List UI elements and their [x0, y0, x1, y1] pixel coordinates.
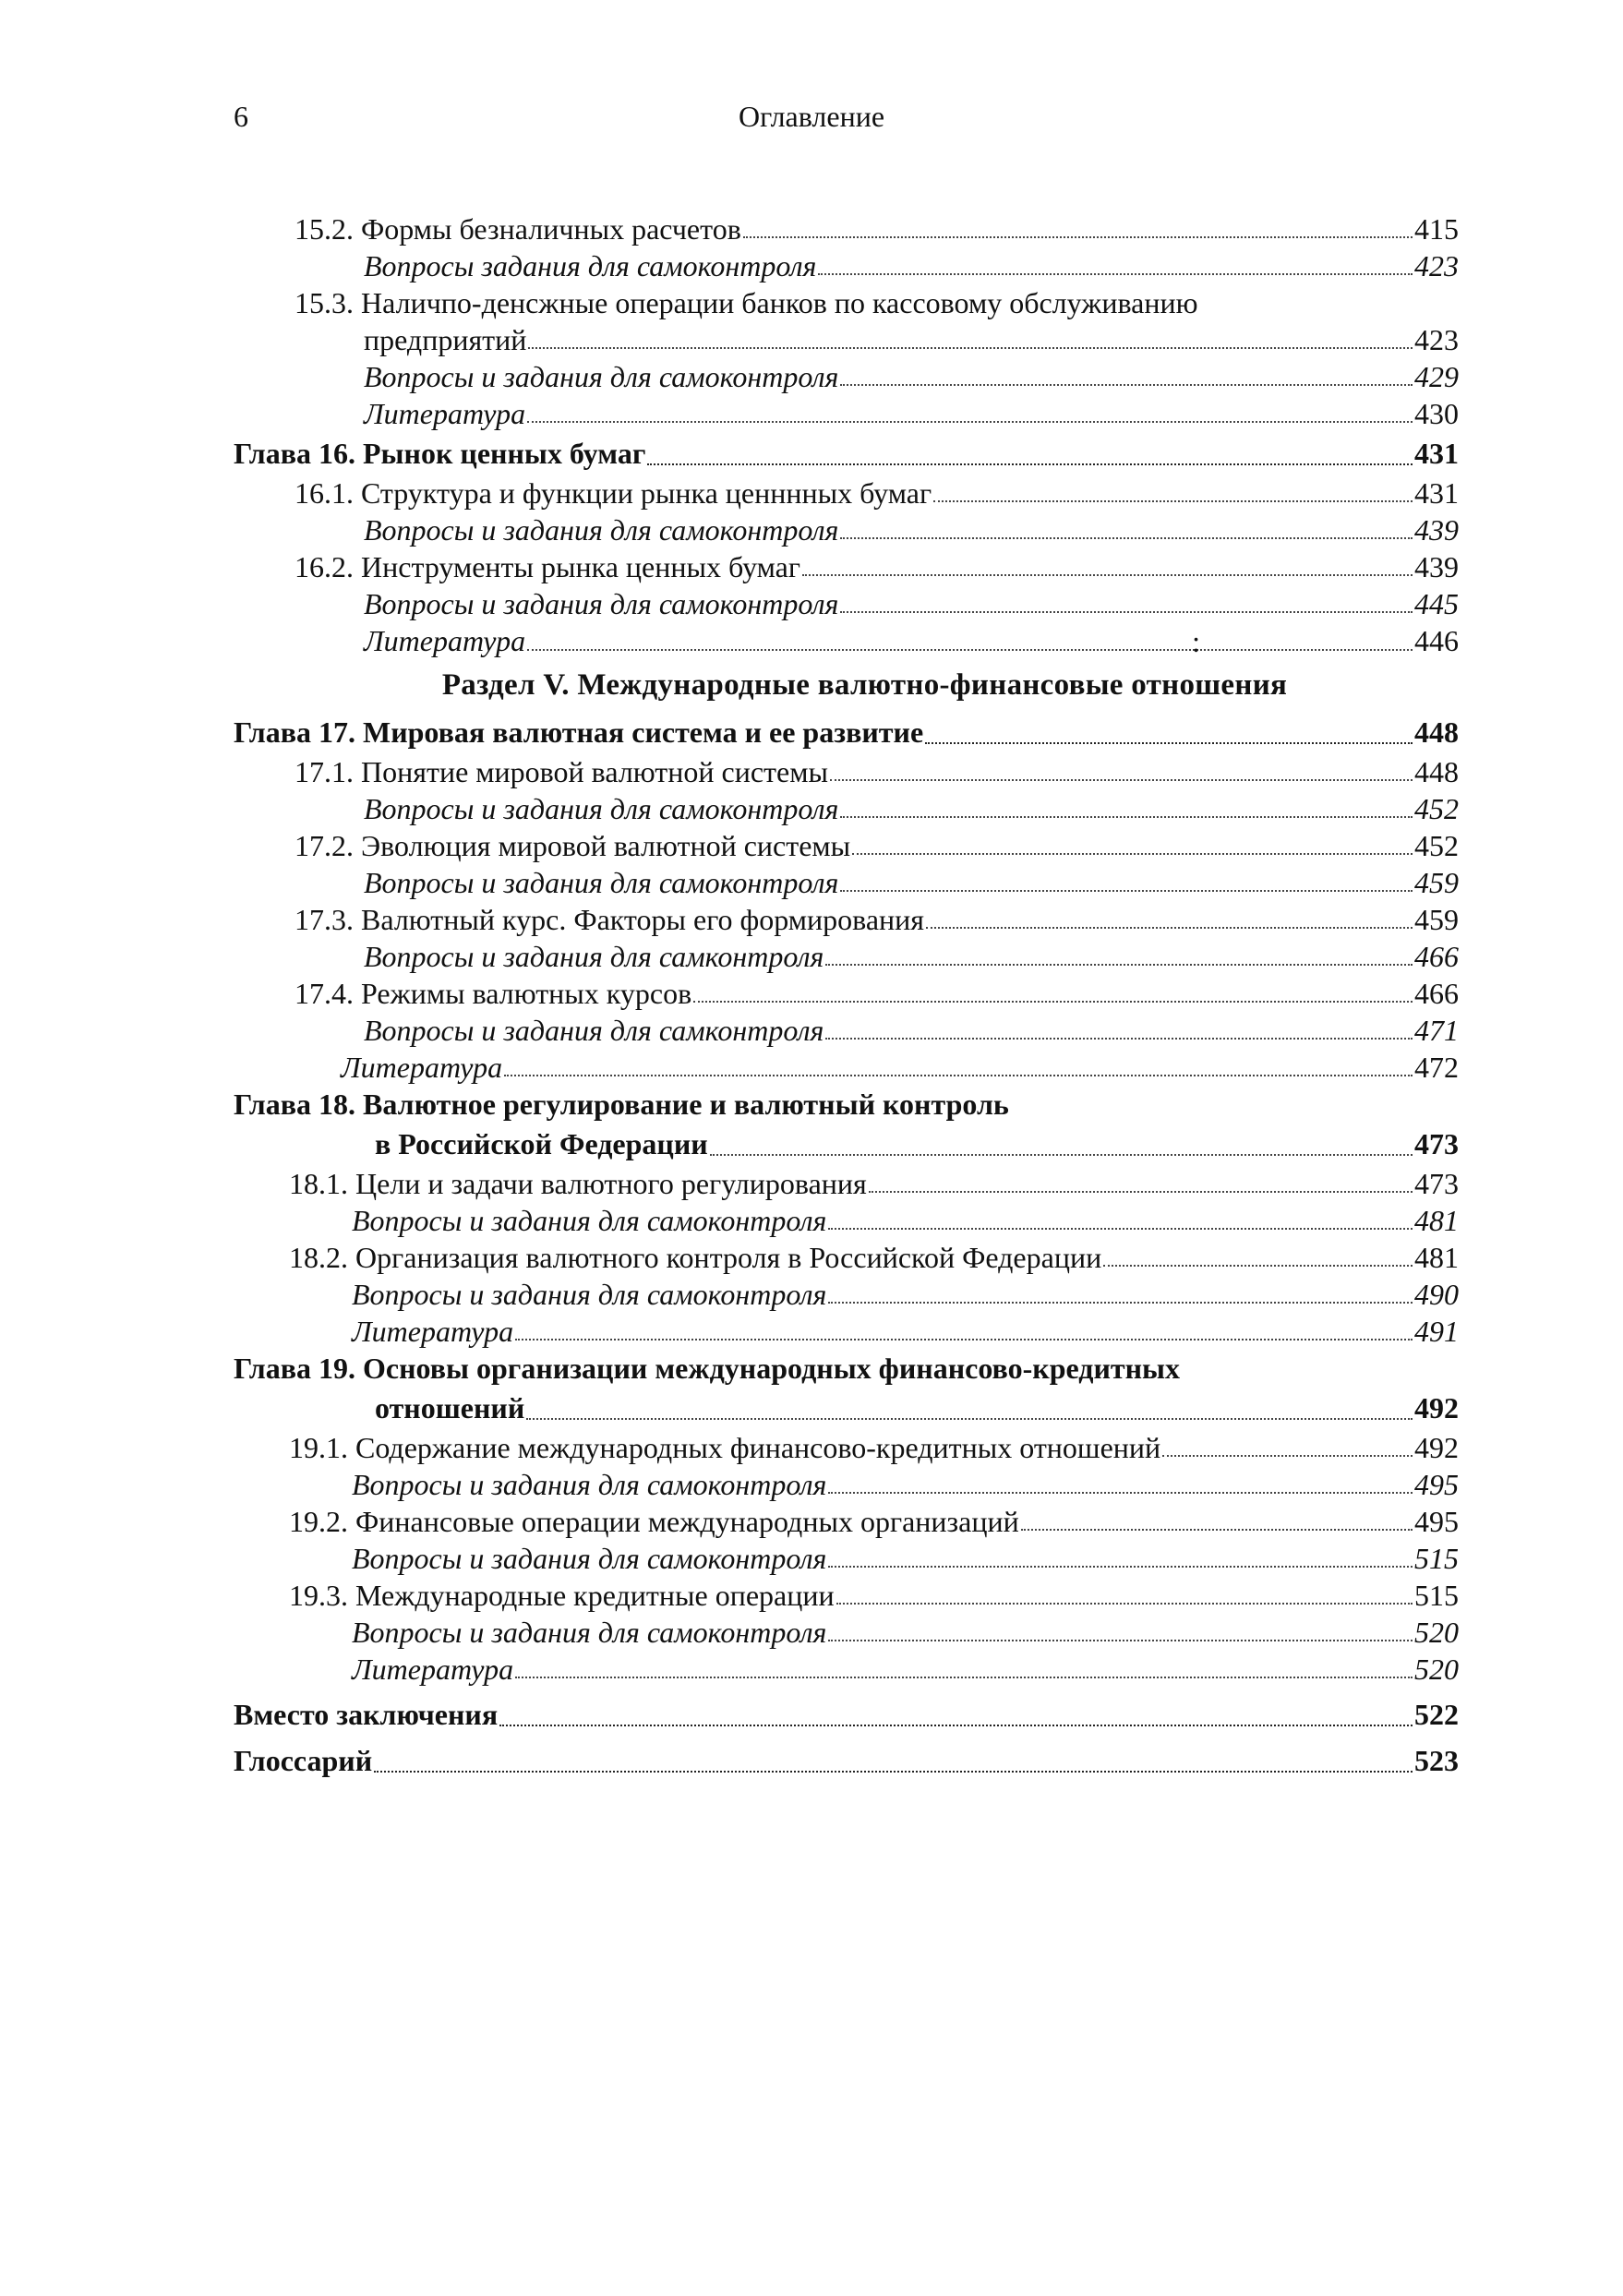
dot-leader	[802, 573, 1413, 576]
toc-entry-label: 16.1. Структура и функции рынка ценннных бумаг	[295, 476, 932, 510]
dot-leader	[1103, 1264, 1413, 1267]
dot-leader	[840, 536, 1413, 539]
dot-leader	[526, 1417, 1413, 1420]
toc-entry[interactable]	[234, 247, 1459, 284]
page-number: 6	[234, 100, 248, 133]
dot-leader	[828, 1301, 1413, 1304]
toc-chapter-page: 522	[1414, 1698, 1459, 1731]
toc-entry-label: Вопросы и задания для самоконтроля	[364, 866, 839, 899]
dot-leader	[852, 852, 1413, 855]
toc-entry-label: Вопросы и задания для самоконтроля	[352, 1204, 827, 1237]
toc-entry[interactable]	[234, 585, 1459, 622]
toc-chapter-page: 473	[1414, 1127, 1459, 1160]
toc-entry-page: 520	[1414, 1616, 1459, 1649]
toc-entry[interactable]	[234, 864, 1459, 901]
toc-entry-page: 481	[1414, 1241, 1459, 1274]
toc-entry[interactable]	[234, 1651, 1459, 1688]
toc-entry[interactable]	[234, 1239, 1459, 1276]
toc-entry[interactable]	[234, 358, 1459, 395]
dot-leader	[743, 235, 1413, 238]
toc-entry[interactable]	[234, 790, 1459, 827]
toc-entry-page: 459	[1414, 866, 1459, 899]
toc-chapter[interactable]	[234, 1350, 1459, 1387]
toc-entry[interactable]	[234, 1466, 1459, 1503]
toc-chapter-label: Вместо заключения	[234, 1698, 499, 1731]
toc-entry-label: Литература	[352, 1653, 514, 1686]
toc-entry-page: 466	[1414, 977, 1459, 1010]
toc-entry[interactable]	[234, 548, 1459, 585]
toc-chapter[interactable]	[234, 1693, 1459, 1736]
dot-leader	[693, 1000, 1413, 1003]
toc-entry[interactable]	[234, 1202, 1459, 1239]
dot-leader	[840, 815, 1413, 818]
toc-entry-page: 459	[1414, 903, 1459, 936]
toc-entry[interactable]	[234, 975, 1459, 1012]
toc-entry-page: 481	[1414, 1204, 1459, 1237]
dot-leader	[515, 1338, 1413, 1340]
toc-entry-page: 415	[1414, 212, 1459, 246]
dot-leader	[1162, 1454, 1413, 1457]
dot-leader	[926, 926, 1413, 929]
dot-leader	[840, 383, 1413, 386]
toc-entry-label: Вопросы задания для самоконтроля	[364, 249, 817, 282]
dot-leader	[1021, 1528, 1413, 1531]
toc-entry-page: 472	[1414, 1051, 1459, 1084]
toc-entry[interactable]	[234, 1012, 1459, 1049]
dot-leader	[515, 1676, 1413, 1678]
toc-entry[interactable]	[234, 1577, 1459, 1614]
toc-entry-page: 520	[1414, 1653, 1459, 1686]
toc-entry-label: Вопросы и задания для самоконтроля	[352, 1616, 827, 1649]
toc-entry-label: 18.2. Организация валютного контроля в Российской Федерации	[289, 1241, 1102, 1274]
dot-leader-line	[527, 648, 1413, 651]
dot-leader	[830, 778, 1413, 781]
dot-leader	[840, 889, 1413, 892]
toc-chapter-continuation[interactable]	[234, 1387, 1459, 1429]
dot-leader	[527, 420, 1413, 423]
toc-entry-page: 495	[1414, 1505, 1459, 1538]
toc-entry[interactable]	[234, 1165, 1459, 1202]
toc-entry-page: 471	[1414, 1014, 1459, 1047]
dot-leader	[499, 1724, 1413, 1726]
toc-entry-label: Литература	[364, 397, 526, 430]
toc-entry-label: 17.2. Эволюция мировой валютной системы	[295, 829, 851, 862]
toc-chapter-label: Глава 17. Мировая валютная система и ее развитие	[234, 715, 924, 749]
toc-chapter[interactable]	[234, 1739, 1459, 1782]
toc-chapter[interactable]	[234, 432, 1459, 475]
toc-entry-label: Литература	[352, 1315, 514, 1348]
toc-entry[interactable]	[234, 1614, 1459, 1651]
toc-entry-label: Вопросы и задания для самконтроля	[364, 1014, 824, 1047]
dot-leader	[836, 1602, 1413, 1605]
toc-entry-page: 445	[1414, 587, 1459, 620]
toc-entry-page: 423	[1414, 323, 1459, 356]
toc-entry-label: Вопросы и задания для самоконтроля	[352, 1278, 827, 1311]
toc-entry-label: 16.2. Инструменты рынка ценных бумаг	[295, 550, 800, 583]
toc-entry[interactable]	[234, 1540, 1459, 1577]
toc-entry-label: Вопросы и задания для самоконтроля	[352, 1542, 827, 1575]
toc-entry-page: 466	[1414, 940, 1459, 973]
toc-entry-page: 430	[1414, 397, 1459, 430]
toc-entry-page: 452	[1414, 792, 1459, 825]
toc-entry-label: 15.3. Наличпо-денсжные операции банков по кассовому обслуживанию	[295, 286, 1198, 319]
toc-entry-label: Вопросы и задания для самоконтроля	[364, 513, 839, 547]
toc-entry[interactable]	[234, 1049, 1459, 1086]
toc-entry-page: 448	[1414, 755, 1459, 788]
toc-entry-label: Вопросы и задания для самконтроля	[364, 940, 824, 973]
dot-leader	[828, 1565, 1413, 1568]
dot-leader	[818, 272, 1413, 275]
toc-entry-label: Вопросы и задания для самоконтроля	[364, 792, 839, 825]
toc-entry[interactable]	[234, 1276, 1459, 1313]
toc-chapter-label: Глоссарий	[234, 1744, 373, 1777]
toc-chapter-page: 523	[1414, 1744, 1459, 1777]
table-of-contents	[234, 210, 1459, 1782]
toc-chapter-label: Глава 18. Валютное регулирование и валютный контроль	[234, 1088, 1009, 1121]
dot-leader	[647, 463, 1413, 465]
toc-entry[interactable]	[234, 210, 1459, 247]
toc-entry-label: 17.1. Понятие мировой валютной системы	[295, 755, 828, 788]
toc-entry-label: Вопросы и задания для самоконтроля	[352, 1468, 827, 1501]
toc-entry[interactable]	[234, 622, 1459, 659]
dot-leader	[933, 499, 1413, 502]
toc-chapter-label: Глава 16. Рынок ценных бумаг	[234, 437, 646, 470]
toc-entry-page: 495	[1414, 1468, 1459, 1501]
toc-entry-label: 18.1. Цели и задачи валютного регулирования	[289, 1167, 867, 1200]
toc-entry-page: 492	[1414, 1431, 1459, 1464]
toc-entry-label: 19.1. Содержание международных финансово-кредитных отношений	[289, 1431, 1161, 1464]
toc-entry-label: 19.3. Международные кредитные операции	[289, 1579, 835, 1612]
toc-entry-label: Литература	[341, 1051, 503, 1084]
dot-leader	[825, 1037, 1413, 1040]
toc-chapter-label: в Российской Федерации	[375, 1127, 708, 1160]
toc-entry[interactable]	[234, 753, 1459, 790]
toc-chapter[interactable]	[234, 1086, 1459, 1123]
toc-entry-label: 17.3. Валютный курс. Факторы его формирования	[295, 903, 924, 936]
toc-chapter-label: Глава 19. Основы организации международных финансово-кредитных	[234, 1352, 1181, 1385]
page-header	[0, 100, 1623, 146]
toc-entry-label: Литература	[364, 624, 526, 657]
toc-entry-page: 491	[1414, 1315, 1459, 1348]
dot-leader	[828, 1639, 1413, 1641]
dot-leader	[528, 346, 1413, 349]
dot-leader	[825, 963, 1413, 966]
toc-entry-page: 439	[1414, 513, 1459, 547]
toc-chapter-continuation[interactable]	[234, 1123, 1459, 1165]
toc-entry[interactable]	[234, 511, 1459, 548]
toc-entry-page: 515	[1414, 1542, 1459, 1575]
toc-entry-page: 423	[1414, 249, 1459, 282]
toc-entry[interactable]	[234, 938, 1459, 975]
toc-chapter-page: 431	[1414, 437, 1459, 470]
toc-chapter-label: отношений	[375, 1391, 525, 1424]
dot-leader	[374, 1770, 1413, 1773]
dot-leader	[840, 610, 1413, 613]
dot-leader	[925, 741, 1413, 744]
toc-entry-page: 473	[1414, 1167, 1459, 1200]
toc-entry[interactable]	[234, 1503, 1459, 1540]
toc-chapter[interactable]	[234, 711, 1459, 753]
dot-leader	[527, 625, 1413, 660]
running-title: Оглавление	[738, 100, 885, 133]
toc-entry[interactable]	[234, 1313, 1459, 1350]
toc-entry[interactable]	[234, 475, 1459, 511]
toc-entry-page: 490	[1414, 1278, 1459, 1311]
toc-entry[interactable]	[234, 284, 1459, 321]
toc-entry[interactable]	[234, 901, 1459, 938]
toc-chapter-page: 492	[1414, 1391, 1459, 1424]
toc-entry-page: 446	[1414, 624, 1459, 657]
toc-entry-page: 431	[1414, 476, 1459, 510]
toc-entry[interactable]	[234, 321, 1459, 358]
toc-entry-page: 452	[1414, 829, 1459, 862]
toc-chapter-page: 448	[1414, 715, 1459, 749]
stray-mark: :	[1192, 625, 1200, 658]
dot-leader	[869, 1190, 1413, 1193]
toc-entry[interactable]	[234, 827, 1459, 864]
toc-entry-label: Вопросы и задания для самоконтроля	[364, 360, 839, 393]
toc-entry-label: Вопросы и задания для самоконтроля	[364, 587, 839, 620]
toc-entry-page: 515	[1414, 1579, 1459, 1612]
section-title: Раздел V. Международные валютно-финансовые отношения	[441, 668, 1288, 702]
toc-entry[interactable]	[234, 395, 1459, 432]
toc-entry[interactable]	[234, 1429, 1459, 1466]
toc-entry-label: 19.2. Финансовые операции международных организаций	[289, 1505, 1019, 1538]
toc-entry-label: 17.4. Режимы валютных курсов	[295, 977, 692, 1010]
dot-leader	[504, 1074, 1413, 1076]
toc-entry-label: 15.2. Формы безналичных расчетов	[295, 212, 741, 246]
toc-entry-page: 439	[1414, 550, 1459, 583]
dot-leader	[828, 1227, 1413, 1230]
dot-leader	[710, 1153, 1413, 1156]
dot-leader	[828, 1491, 1413, 1494]
toc-entry-label: предприятий	[364, 323, 527, 356]
toc-entry-page: 429	[1414, 360, 1459, 393]
